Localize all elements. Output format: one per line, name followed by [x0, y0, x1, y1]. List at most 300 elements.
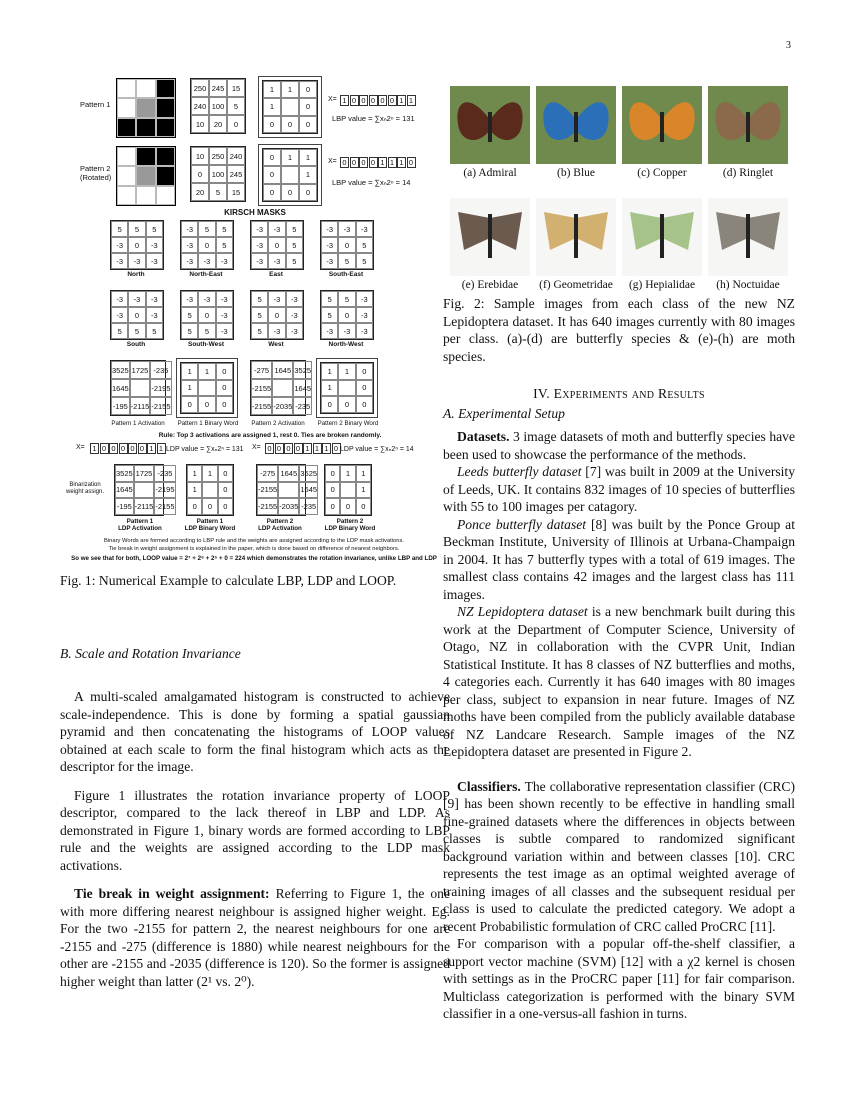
- kirsch-mask-label: West: [268, 341, 284, 348]
- mask-cell: 5: [181, 323, 198, 339]
- bit: 0: [369, 157, 378, 168]
- ldp2-bits: [265, 443, 341, 454]
- bit: 0: [359, 157, 368, 168]
- mask-cell: 0: [128, 237, 145, 253]
- mask-cell: 5: [286, 237, 303, 253]
- specimen-label: (b) Blue: [556, 167, 595, 179]
- mask-cell: -3: [286, 291, 303, 307]
- mask-cell: -3: [146, 253, 163, 269]
- specimen-photo: [536, 86, 616, 164]
- kirsch-mask-west: [250, 290, 304, 340]
- grid-cell: [278, 482, 299, 499]
- mask-cell: -3: [216, 323, 233, 339]
- figure-1-caption: Fig. 1: Numerical Example to calculate LBP, LDP and LOOP.: [60, 573, 397, 588]
- kirsch-mask-label: South: [126, 341, 146, 348]
- bit: 0: [284, 443, 293, 454]
- grid-cell: 0: [198, 396, 215, 413]
- bit: 1: [157, 443, 166, 454]
- mask-cell: 5: [181, 307, 198, 323]
- grid-cell: 1: [299, 166, 317, 183]
- grid-cell: 20: [209, 115, 227, 133]
- mask-cell: 5: [356, 237, 373, 253]
- bit: 0: [275, 443, 284, 454]
- loop-activation-2: [256, 464, 318, 516]
- mask-cell: 5: [198, 221, 215, 237]
- bit: 1: [340, 95, 349, 106]
- specimen-photo: [536, 198, 616, 276]
- note1: Binary Words are formed according to LBP rule and the weights are assigned according to the LDP mask activations.: [104, 538, 404, 544]
- grid-cell: 240: [191, 97, 209, 115]
- mask-cell: -3: [251, 221, 268, 237]
- grid-cell: 0: [281, 116, 299, 133]
- mask-cell: 5: [128, 323, 145, 339]
- grid-cell: -235: [293, 397, 312, 415]
- specimen-photo: [708, 86, 788, 164]
- grid-cell: 0: [321, 396, 338, 413]
- classifiers-lead: Classifiers.: [457, 778, 521, 794]
- mask-cell: -3: [111, 237, 128, 253]
- grid-cell: 100: [209, 97, 227, 115]
- grid-cell: [134, 482, 155, 499]
- mask-cell: -3: [181, 253, 198, 269]
- mask-cell: 5: [251, 307, 268, 323]
- mask-cell: 5: [146, 221, 163, 237]
- grid-cell: 1: [281, 149, 299, 166]
- pattern2-label-line1: Pattern 2: [80, 164, 111, 173]
- grid-cell: 0: [299, 116, 317, 133]
- leeds-paragraph: [443, 463, 795, 516]
- bit: 0: [100, 443, 109, 454]
- bit: 1: [313, 443, 322, 454]
- grid-cell: -2155: [154, 498, 175, 515]
- page-number: 3: [786, 40, 791, 51]
- pattern1-activation: [110, 360, 171, 416]
- grid-cell: -2035: [278, 498, 299, 515]
- bit: 0: [332, 443, 341, 454]
- grid-cell: 1645: [293, 379, 312, 397]
- mask-cell: 0: [198, 307, 215, 323]
- specimen-photo: [450, 198, 530, 276]
- nz-text: is a new benchmark built during this work at the Department of Computer Science, University of Otago, NZ in collaboration with the CVPR Unit, Indian Statistical Institute. It has 8 classes of NZ butterflies and moths, 4 categories each. Currently it has 640 images with 80 images per class, subject to expansion in near future. Images of NZ moths have been compiled from the publicly available database of NZ Landcare Research. Sample images of the NZ Lepidoptera dataset are presented in Figure 2.: [443, 604, 795, 759]
- grid-cell: -195: [115, 498, 134, 515]
- right-column-text: [443, 428, 795, 1023]
- grid-cell: 1: [299, 149, 317, 166]
- grid-cell: 1: [338, 363, 355, 380]
- grid-cell: 0: [299, 98, 317, 115]
- grid-cell: 0: [227, 115, 245, 133]
- mask-cell: -3: [338, 323, 355, 339]
- note2: Tie break in weight assignment is explained in the paper, which is done based on difference of nearest neighbors.: [108, 546, 400, 552]
- mask-cell: -3: [268, 253, 285, 269]
- grid-cell: 3525: [111, 361, 130, 379]
- kirsch-mask-south: [110, 290, 164, 340]
- nz-paragraph: [443, 603, 795, 761]
- left-paragraph-1: A multi-scaled amalgamated histogram is constructed to achieve scale-independence. This is done by forming a spatial gaussian pyramid and then concatenating the histograms of LOOP values obtained at each scale to form the final histogram which acts as the descriptor for the image.: [60, 689, 450, 774]
- mask-cell: -3: [128, 291, 145, 307]
- grid-cell: 1: [356, 482, 371, 499]
- grid-cell: -235: [150, 361, 171, 379]
- kirsch-mask-north-west: [320, 290, 374, 340]
- tie-break-lead: Tie break in weight assignment:: [74, 886, 270, 901]
- mask-cell: -3: [198, 253, 215, 269]
- bit: 1: [397, 157, 406, 168]
- grid-cell: -235: [299, 498, 318, 515]
- left-paragraph-2: Figure 1 illustrates the rotation invariance property of LOOP descriptor, compared to the lack thereof in LBP and LDP. As demonstrated in Figure 1, binary words are formed according to LBP rule and the weights are assigned according to the LDP mask activations.: [60, 787, 450, 873]
- kirsch-mask-north: [110, 220, 164, 270]
- grid-cell: 1645: [278, 465, 299, 482]
- specimen-photo: [708, 198, 788, 276]
- ldp1-value: LDP value = ∑xₙ2ⁿ = 131: [166, 446, 244, 453]
- pattern2-label-line2: (Rotated): [80, 173, 112, 182]
- kirsch-mask-label: North: [127, 271, 145, 278]
- grid-cell: -2155: [251, 397, 272, 415]
- ponce-text: [8] was built by the Ponce Group at Beckman Institute, University of Illinois at Urbana-Champaign in 2004. It has 7 butterfly types with a total of 619 images. The smallest class contains 42 images and the largest class has 111 images.: [443, 516, 795, 602]
- grid-cell: 1: [198, 363, 215, 380]
- bit: 1: [90, 443, 99, 454]
- leeds-name: Leeds butterfly dataset: [457, 464, 582, 479]
- datasets-lead: Datasets.: [457, 429, 510, 444]
- grid-cell: 0: [325, 465, 340, 482]
- grid-cell: -2115: [130, 397, 151, 415]
- grid-cell: -2155: [257, 498, 278, 515]
- specimen-label: (h) Noctuidae: [716, 279, 780, 291]
- grid-cell: 245: [227, 165, 245, 183]
- mask-cell: -3: [286, 323, 303, 339]
- mask-cell: 5: [338, 253, 355, 269]
- grid-cell: 1: [181, 380, 198, 397]
- pattern2-activation: [250, 360, 312, 416]
- subsection-a-heading: A. Experimental Setup: [443, 406, 565, 421]
- classifiers-paragraph: [443, 778, 795, 936]
- grid-cell: -2155: [257, 482, 278, 499]
- mask-cell: -3: [356, 291, 373, 307]
- grid-cell: -2195: [150, 379, 171, 397]
- mask-cell: -3: [321, 221, 338, 237]
- kirsch-mask-label: East: [269, 271, 283, 278]
- mask-cell: -3: [251, 237, 268, 253]
- ldp1-bits: [90, 443, 166, 454]
- pattern1-values: [190, 78, 246, 134]
- mask-cell: 5: [286, 221, 303, 237]
- p2-lbp-value: LBP value = ∑xₙ2ⁿ = 14: [332, 178, 411, 187]
- grid-cell: 0: [281, 184, 299, 201]
- figure-2-caption: Fig. 2: Sample images from each class of the new NZ Lepidoptera dataset. It has 640 images currently with 80 images per class. (a)-(d) are butterfly species & (e)-(h) are moth species.: [443, 296, 795, 364]
- left-column-text: [60, 688, 450, 990]
- mask-cell: -3: [111, 291, 128, 307]
- grid-cell: 1645: [272, 361, 293, 379]
- tie-break-text: Referring to Figure 1, the one with more differing nearest neighbour is assigned higher weight. Eg. For the two -2155 for pattern 2, the nearest neighbours for one are -2155 and -275 (difference is 1880) while nearest neighbours for the other are -2155 and -2035 (difference is 120). So the former is assigned higher weight than latter (2¹ vs. 2⁰).: [60, 886, 450, 989]
- loop-label: Pattern 2 LDP Binary Word: [324, 518, 376, 532]
- bit: 0: [119, 443, 128, 454]
- grid-cell: 0: [218, 465, 233, 482]
- grid-cell: -235: [154, 465, 175, 482]
- grid-cell: 245: [209, 79, 227, 97]
- grid-cell: 5: [209, 183, 227, 201]
- grid-cell: 1: [187, 482, 202, 499]
- mask-cell: 5: [251, 291, 268, 307]
- grid-cell: 15: [227, 79, 245, 97]
- grid-cell: -2115: [134, 498, 155, 515]
- grid-cell: [130, 379, 151, 397]
- grid-cell: 0: [218, 498, 233, 515]
- grid-cell: 0: [202, 498, 217, 515]
- grid-cell: 10: [191, 115, 209, 133]
- mask-cell: 5: [356, 253, 373, 269]
- grid-cell: [202, 482, 217, 499]
- bit: 1: [388, 157, 397, 168]
- mask-cell: 5: [286, 253, 303, 269]
- grid-cell: 1: [181, 363, 198, 380]
- mask-cell: 5: [321, 291, 338, 307]
- mask-cell: 0: [198, 237, 215, 253]
- nz-name: NZ Lepidoptera dataset: [457, 604, 588, 619]
- rule-text: Rule: Top 3 activations are assigned 1, rest 0. Ties are broken randomly.: [158, 432, 382, 439]
- mask-cell: -3: [251, 253, 268, 269]
- kirsch-title: KIRSCH MASKS: [224, 208, 286, 217]
- mask-cell: -3: [146, 307, 163, 323]
- mask-cell: -3: [198, 291, 215, 307]
- kirsch-mask-south-east: [320, 220, 374, 270]
- grid-cell: 0: [325, 482, 340, 499]
- specimen-label: (g) Hepialidae: [628, 279, 696, 291]
- mask-cell: 5: [251, 323, 268, 339]
- loop-activation-1: [114, 464, 175, 516]
- grid-cell: 1: [187, 465, 202, 482]
- grid-cell: 250: [209, 147, 227, 165]
- grid-cell: 0: [340, 498, 355, 515]
- bit: 0: [359, 95, 368, 106]
- note3: So we see that for both, LOOP value = 2⁷ + 2⁶ + 2⁵ + 0 = 224 which demonstrates the rotation invariance, unlike LBP and LDP: [71, 555, 437, 562]
- svm-paragraph: For comparison with a popular off-the-shelf classifier, a support vector machine (SVM) [12] with a χ2 kernel is chosen with settings as in the ProCRC paper [11] for fair comparison. Multiclass categorization is performed with the binary SVM classifier in a one-versus-all fashion in turns.: [443, 936, 795, 1021]
- bit: 0: [128, 443, 137, 454]
- grid-cell: 0: [356, 498, 371, 515]
- grid-cell: [281, 98, 299, 115]
- mask-cell: -3: [128, 253, 145, 269]
- grid-cell: -275: [251, 361, 272, 379]
- grid-cell: 1645: [115, 482, 134, 499]
- row-label: Pattern 2 Activation: [251, 420, 305, 427]
- mask-cell: -3: [268, 221, 285, 237]
- mask-cell: 0: [268, 307, 285, 323]
- grid-cell: 0: [338, 396, 355, 413]
- loop-label: Pattern 1 LDP Binary Word: [184, 518, 236, 532]
- specimen-label: (d) Ringlet: [722, 167, 774, 179]
- mask-cell: -3: [181, 237, 198, 253]
- binarization-label: Binarization weight assign.: [65, 482, 105, 495]
- mask-cell: 5: [146, 323, 163, 339]
- ldp2-value: LDP value = ∑xₙ2ⁿ = 14: [340, 446, 414, 453]
- bit: 1: [303, 443, 312, 454]
- bit: 1: [397, 95, 406, 106]
- grid-cell: 1: [281, 81, 299, 98]
- p1-x-prefix: X=: [328, 96, 337, 103]
- grid-cell: 0: [299, 81, 317, 98]
- grid-cell: 0: [263, 116, 281, 133]
- bit: 1: [322, 443, 331, 454]
- grid-cell: 100: [209, 165, 227, 183]
- specimen-photo: [450, 86, 530, 164]
- ldp1-prefix: X=: [76, 444, 85, 451]
- grid-cell: 0: [356, 363, 373, 380]
- grid-cell: [338, 380, 355, 397]
- grid-cell: 15: [227, 183, 245, 201]
- mask-cell: -3: [216, 307, 233, 323]
- mask-cell: 0: [128, 307, 145, 323]
- mask-cell: -3: [146, 291, 163, 307]
- bit: 1: [378, 157, 387, 168]
- bit: 0: [265, 443, 274, 454]
- figure-2: [446, 86, 800, 291]
- mask-cell: -3: [338, 221, 355, 237]
- kirsch-mask-label: South-East: [328, 271, 364, 278]
- grid-cell: 1: [321, 363, 338, 380]
- grid-cell: 0: [356, 380, 373, 397]
- specimen-photo: [622, 198, 702, 276]
- grid-cell: -2155: [251, 379, 272, 397]
- bit: 0: [350, 95, 359, 106]
- pattern2-label: [80, 164, 111, 182]
- grid-cell: 1725: [134, 465, 155, 482]
- bit: 0: [294, 443, 303, 454]
- mask-cell: -3: [216, 291, 233, 307]
- grid-cell: 0: [216, 363, 233, 380]
- figure-1: [60, 70, 448, 570]
- kirsch-mask-label: South-West: [188, 341, 224, 348]
- ponce-name: Ponce butterfly dataset: [457, 516, 587, 532]
- grid-cell: 0: [263, 166, 281, 183]
- mask-cell: 5: [111, 221, 128, 237]
- row-label: Pattern 1 Binary Word: [177, 420, 239, 427]
- bit: 1: [407, 95, 416, 106]
- mask-cell: -3: [321, 323, 338, 339]
- grid-cell: 1: [321, 380, 338, 397]
- mask-cell: -3: [286, 307, 303, 323]
- grid-cell: [340, 482, 355, 499]
- kirsch-mask-south-west: [180, 290, 234, 340]
- mask-cell: 5: [216, 221, 233, 237]
- pattern1-binary: [262, 80, 318, 134]
- grid-cell: 0: [216, 380, 233, 397]
- grid-cell: 1: [263, 81, 281, 98]
- mask-cell: 5: [198, 323, 215, 339]
- pattern2-bits: [340, 157, 416, 168]
- specimen-photo: [622, 86, 702, 164]
- grid-cell: 1725: [130, 361, 151, 379]
- kirsch-mask-label: North-East: [189, 271, 223, 278]
- ldp2-prefix: X=: [252, 444, 261, 451]
- mask-cell: -3: [356, 323, 373, 339]
- bit: 0: [340, 157, 349, 168]
- kirsch-mask-label: North-West: [328, 341, 364, 348]
- grid-cell: 0: [299, 184, 317, 201]
- grid-cell: -2195: [154, 482, 175, 499]
- row-label: Pattern 1 Activation: [111, 420, 165, 427]
- pattern1-image: [116, 78, 176, 138]
- grid-cell: -275: [257, 465, 278, 482]
- mask-cell: 0: [268, 237, 285, 253]
- mask-cell: 0: [338, 307, 355, 323]
- mask-cell: 5: [111, 323, 128, 339]
- leeds-text: [7] was built in 2009 at the University of Leeds, UK. It contains 832 images of 10 species of butterflies with 55 to 100 images per catagory.: [443, 464, 796, 514]
- specimen-label: (a) Admiral: [463, 167, 517, 179]
- grid-cell: 1: [202, 465, 217, 482]
- specimen-label: (c) Copper: [637, 167, 687, 179]
- mask-cell: 0: [338, 237, 355, 253]
- pattern1-label: Pattern 1: [80, 100, 111, 109]
- pattern1-bits: [340, 95, 416, 106]
- grid-cell: 0: [356, 396, 373, 413]
- mask-cell: -3: [111, 253, 128, 269]
- mask-cell: 5: [338, 291, 355, 307]
- grid-cell: 0: [263, 149, 281, 166]
- grid-cell: 5: [227, 97, 245, 115]
- loop-binary-1: [186, 464, 234, 516]
- left-paragraph-3: [60, 885, 450, 990]
- loop-label: Pattern 1 LDP Activation: [118, 518, 162, 532]
- loop-binary-2: [324, 464, 372, 516]
- mask-cell: -3: [181, 221, 198, 237]
- specimen-label: (f) Geometridae: [539, 279, 613, 291]
- mask-cell: -3: [181, 291, 198, 307]
- grid-cell: 1: [263, 98, 281, 115]
- section-iv-heading: IV. Experiments and Results: [533, 386, 705, 401]
- mask-cell: 5: [216, 237, 233, 253]
- mask-cell: -3: [268, 291, 285, 307]
- grid-cell: 1645: [299, 482, 318, 499]
- ponce-paragraph: [443, 516, 795, 604]
- grid-cell: [198, 380, 215, 397]
- grid-cell: 250: [191, 79, 209, 97]
- mask-cell: -3: [356, 221, 373, 237]
- kirsch-mask-east: [250, 220, 304, 270]
- bit: 0: [138, 443, 147, 454]
- grid-cell: -2035: [272, 397, 293, 415]
- grid-cell: 3525: [115, 465, 134, 482]
- mask-cell: -3: [146, 237, 163, 253]
- mask-cell: -3: [268, 323, 285, 339]
- grid-cell: -195: [111, 397, 130, 415]
- section-b-heading: B. Scale and Rotation Invariance: [60, 646, 241, 661]
- p1-lbp-value: LBP value = ∑xₙ2ⁿ = 131: [332, 114, 415, 123]
- bit: 0: [109, 443, 118, 454]
- datasets-paragraph: [443, 428, 795, 463]
- grid-cell: 240: [227, 147, 245, 165]
- mask-cell: -3: [111, 307, 128, 323]
- grid-cell: 3525: [299, 465, 318, 482]
- grid-cell: 0: [218, 482, 233, 499]
- mask-cell: -3: [216, 253, 233, 269]
- grid-cell: 1645: [111, 379, 130, 397]
- grid-cell: 0: [325, 498, 340, 515]
- bit: 1: [147, 443, 156, 454]
- p2-x-prefix: X=: [328, 158, 337, 165]
- bit: 0: [350, 157, 359, 168]
- mask-cell: 5: [128, 221, 145, 237]
- pattern1-binary-word: [180, 362, 234, 414]
- bit: 0: [388, 95, 397, 106]
- grid-cell: 0: [216, 396, 233, 413]
- classifiers-text: The collaborative representation classifier (CRC) [9] has been shown recently to be effective in handling small fine-grained datasets where the differences in objects between classes is subtle compared to randomized significant background variation within and between classes [10]. CRC represents the test image as an optimal weighted average of training images of all classes and the subsequent residual per class is used to calculate the predicted category. We adopt a recent Probabilistic formulation of CRC called ProCRC [11].: [443, 778, 795, 934]
- mask-cell: -3: [321, 253, 338, 269]
- grid-cell: [272, 379, 293, 397]
- pattern2-values: [190, 146, 246, 202]
- grid-cell: 1: [356, 465, 371, 482]
- pattern2-binary: [262, 148, 318, 202]
- grid-cell: 0: [181, 396, 198, 413]
- specimen-label: (e) Erebidae: [461, 279, 519, 291]
- row-label: Pattern 2 Binary Word: [317, 420, 379, 427]
- bit: 0: [369, 95, 378, 106]
